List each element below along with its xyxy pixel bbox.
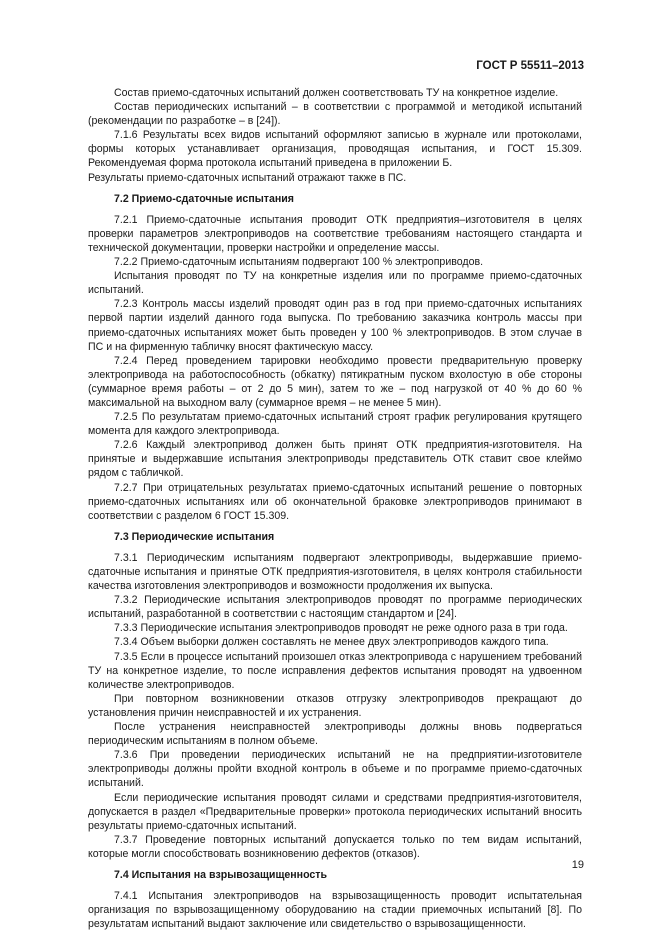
paragraph: 7.2.3 Контроль массы изделий проводят один раз в год при приемо-сдаточных испытаниях первой партии изделий данного года выпуска. По требованию заказчика контроль массы при приемо-сдаточных испытаниях может быть проведен у 100 % электроприводов. В этом случае в ПС и на фирменную табличку вносят фактическую массу. xyxy=(88,298,582,353)
paragraph: Испытания проводят по ТУ на конкретные изделия или по программе приемо-сдаточных испытаний. xyxy=(88,270,582,297)
section-heading: 7.4 Испытания на взрывозащищенность xyxy=(114,868,327,881)
paragraph: 7.3.6 При проведении периодических испытаний не на предприятии-изготовителе электроприводы должны пройти входной контроль в объеме и по программе приемо-сдаточных испытаний. xyxy=(88,749,582,790)
section-heading: 7.3 Периодические испытания xyxy=(114,530,275,543)
paragraph: 7.3.2 Периодические испытания электроприводов проводят по программе периодических испытаний, разработанной в соответствии с настоящим стандартом и [24]. xyxy=(88,594,582,621)
paragraph: 7.3.1 Периодическим испытаниям подвергают электроприводы, выдержавшие приемо-сдаточные испытания и принятые ОТК предприятия-изготовителя, в целях контроля стабильности качества изготовления электроприводов и возможности продолжения их выпуска. xyxy=(88,551,582,593)
paragraph: Результаты приемо-сдаточных испытаний отражают также в ПС. xyxy=(88,171,407,184)
paragraph: При повторном возникновении отказов отгрузку электроприводов прекращают до установления причин неисправностей и их устранения. xyxy=(88,692,582,719)
paragraph: Состав периодических испытаний – в соответствии с программой и методикой испытаний (рекомендации по разработке – в [24]). xyxy=(88,101,582,128)
paragraph: 7.2.5 По результатам приемо-сдаточных испытаний строят график регулирования крутящего момента для каждого электропривода. xyxy=(88,411,582,438)
paragraph: 7.2.4 Перед проведением тарировки необходимо провести предварительную проверку электропривода на работоспособность (обкатку) пятикратным пуском вхолостую в обе стороны (суммарное время работы – от 2 до 5 мин), затем то же – под нагрузкой от 40 % до 60 % максимальной на выходном валу (суммарное время – не менее 5 мин). xyxy=(88,354,582,409)
document-header: ГОСТ Р 55511–2013 xyxy=(476,60,584,72)
paragraph: 7.4.1 Испытания электроприводов на взрывозащищенность проводит испытательная организация по взрывозащищенному оборудованию на стадии приемочных испытаний [8]. По результатам испытаний выдают заключение или свидетельство о взрывозащищенности. xyxy=(88,890,582,931)
paragraph: 7.3.5 Если в процессе испытаний произошел отказ электропривода с нарушением требований ТУ на конкретное изделие, то после исправления дефектов испытания проводят на удвоенном количестве электроприводов. xyxy=(88,650,582,691)
section-heading: 7.2 Приемо-сдаточные испытания xyxy=(114,192,294,205)
page-content xyxy=(88,86,582,931)
paragraph: 7.2.2 Приемо-сдаточным испытаниям подвергают 100 % электроприводов. xyxy=(114,256,484,269)
paragraph: Если периодические испытания проводят силами и средствами предприятия-изготовителя, допускается в раздел «Предварительные проверки» протокола периодических испытаний вносить результаты приемо-сдаточных испытаний. xyxy=(88,791,582,832)
paragraph: 7.2.6 Каждый электропривод должен быть принят ОТК предприятия-изготовителя. На принятые и выдержавшие испытания электроприводы представитель ОТК ставит свое клеймо рядом с табличкой. xyxy=(88,439,582,480)
paragraph: После устранения неисправностей электроприводы должны вновь подвергаться периодическим испытаниям в полном объеме. xyxy=(88,721,582,748)
paragraph: 7.2.1 Приемо-сдаточные испытания проводит ОТК предприятия–изготовителя в целях проверки параметров электроприводов на соответствие требованиям настоящего стандарта и технической документации, проверки настройки и определение массы. xyxy=(88,213,582,254)
paragraph: 7.2.7 При отрицательных результатах приемо-сдаточных испытаний решение о повторных приемо-сдаточных испытаниях или об окончательной браковке электроприводов принимают в соответствии с разделом 6 ГОСТ 15.309. xyxy=(88,481,582,522)
paragraph: Состав приемо-сдаточных испытаний должен соответствовать ТУ на конкретное изделие. xyxy=(114,87,559,99)
paragraph: 7.3.3 Периодические испытания электроприводов проводят не реже одного раза в три года. xyxy=(114,622,568,635)
paragraph: 7.3.7 Проведение повторных испытаний допускается только по тем видам испытаний, которые могли способствовать возникновению дефектов (отказов). xyxy=(88,833,582,860)
paragraph: 7.3.4 Объем выборки должен составлять не менее двух электроприводов каждого типа. xyxy=(114,636,549,649)
paragraph: 7.1.6 Результаты всех видов испытаний оформляют записью в журнале или протоколами, формы которых устанавливает организация, проводящая испытания, и ГОСТ 15.309. Рекомендуемая форма протокола испытаний приведена в приложении Б. xyxy=(88,129,582,170)
page-number: 19 xyxy=(571,859,584,871)
